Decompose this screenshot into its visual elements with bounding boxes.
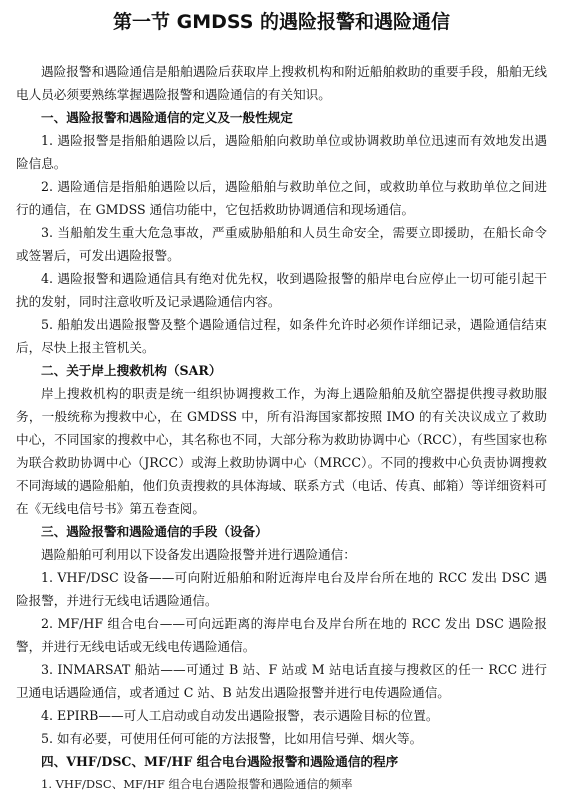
- paragraph: 2. MF/HF 组合电台——可向远距离的海岸电台及岸台所在地的 RCC 发出 DSC 遇险报警，并进行无线电话或无线电传遇险通信。: [16, 616, 547, 654]
- page-title: 第一节 GMDSS 的遇险报警和遇险通信: [112, 11, 451, 33]
- section-heading: 二、关于岸上搜救机构（SAR）: [41, 363, 222, 378]
- paragraph: 岸上搜救机构的职责是统一组织协调搜救工作，为海上遇险船舶及航空器提供搜寻救助服务，一般统称为搜救中心，在 GMDSS 中，所有沿海国家都按照 IMO 的有关决议成立了救助中心，不同国家的搜救中心，其名称也不同，大部分称为救助协调中心（RCC），有些国家也称为联合救助协调中心（JRCC）或海上救助协调中心（MRCC）。不同的搜救中心负责协调搜救不同海域的遇险船舶，他们负责搜救的具体海域、联系方式（电话、传真、邮箱）等详细资料可在《无线电信号书》第五卷查阅。: [16, 386, 547, 516]
- paragraph: 4. EPIRB——可人工启动或自动发出遇险报警，表示遇险目标的位置。: [41, 708, 439, 723]
- document-body: [16, 60, 547, 796]
- section-heading: 三、遇险报警和遇险通信的手段（设备）: [41, 524, 268, 539]
- paragraph: 3. INMARSAT 船站——可通过 B 站、F 站或 M 站电话直接与搜救区的任一 RCC 进行卫通电话遇险通信，或者通过 C 站、B 站发出遇险报警并进行电传遇险通信。: [16, 662, 547, 700]
- paragraph: 1. VHF/DSC、MF/HF 组合电台遇险报警和遇险通信的频率: [41, 777, 353, 791]
- paragraph: 3. 当船舶发生重大危急事故，严重威胁船舶和人员生命安全，需要立即援助，在船长命令或签署后，可发出遇险报警。: [16, 225, 547, 263]
- section-heading: 一、遇险报警和遇险通信的定义及一般性规定: [41, 110, 293, 125]
- section-heading: 四、VHF/DSC、MF/HF 组合电台遇险报警和遇险通信的程序: [41, 754, 399, 769]
- paragraph: 1. VHF/DSC 设备——可向附近船舶和附近海岸电台及岸台所在地的 RCC 发出 DSC 遇险报警，并进行无线电话遇险通信。: [16, 570, 547, 608]
- paragraph: 5. 如有必要，可使用任何可能的方法报警，比如用信号弹、烟火等。: [41, 731, 423, 746]
- paragraph: 2. 遇险通信是指船舶遇险以后，遇险船舶与救助单位之间，或救助单位与救助单位之间进行的通信，在 GMDSS 通信功能中，它包括救助协调通信和现场通信。: [16, 179, 547, 217]
- paragraph: 4. 遇险报警和遇险通信具有绝对优先权，收到遇险报警的船岸电台应停止一切可能引起干扰的发射，同时注意收听及记录遇险通信内容。: [16, 271, 547, 309]
- paragraph: 遇险报警和遇险通信是船舶遇险后获取岸上搜救机构和附近船舶救助的重要手段，船舶无线电人员必须要熟练掌握遇险报警和遇险通信的有关知识。: [16, 64, 547, 102]
- paragraph: 5. 船舶发出遇险报警及整个遇险通信过程，如条件允许时必须作详细记录，遇险通信结束后，尽快上报主管机关。: [16, 317, 547, 355]
- paragraph: 遇险船舶可利用以下设备发出遇险报警并进行遇险通信：: [41, 547, 356, 562]
- paragraph: 1. 遇险报警是指船舶遇险以后，遇险船舶向救助单位或协调救助单位迅速而有效地发出遇险信息。: [16, 133, 547, 171]
